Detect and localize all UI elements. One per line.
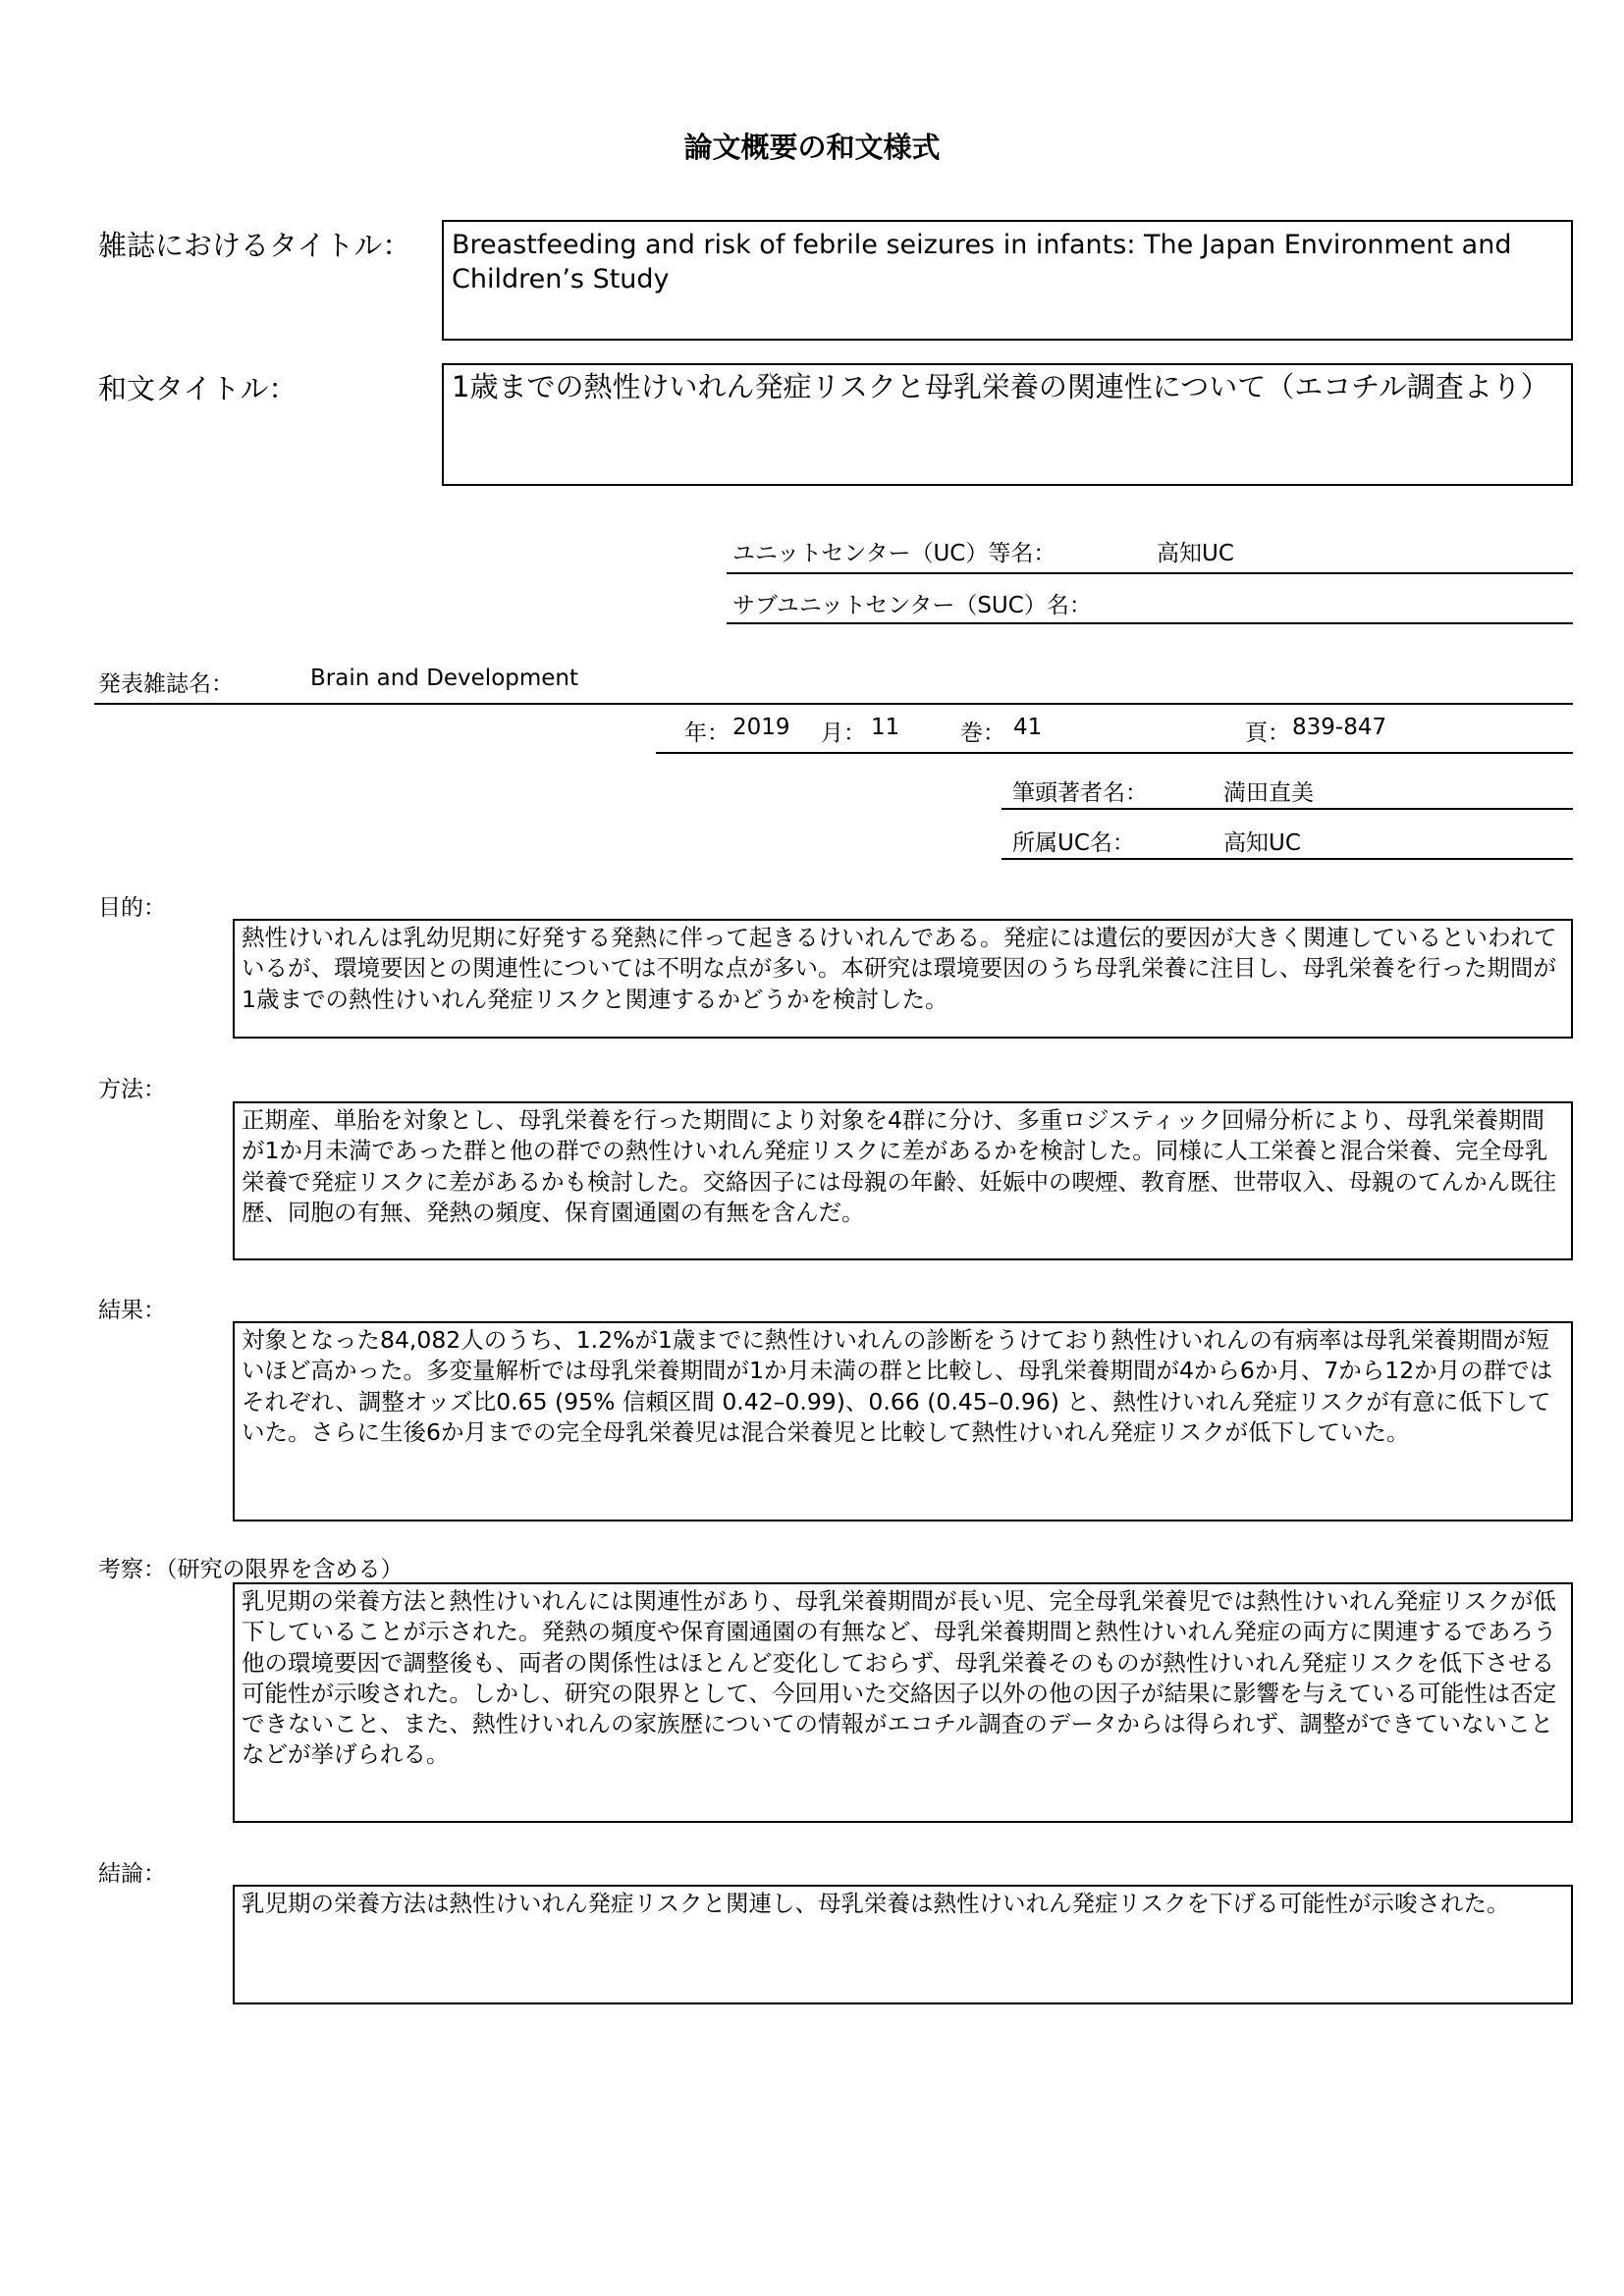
methods-box: 正期産、単胎を対象とし、母乳栄養を行った期間により対象を4群に分け、多重ロジスティック回帰分析により、母乳栄養期間が1か月未満であった群と他の群での熱性けいれん発症リスクに差があるかを検討した。同様に人工栄養と混合栄養、完全母乳栄養で発症リスクに差があるかも検討した。交絡因子には母親の年齢、妊娠中の喫煙、教育歴、世帯収入、母親のてんかん既往歴、同胞の有無、発熱の頻度、保育園通園の有無を含んだ。 xyxy=(233,1101,1573,1260)
year-value: 2019 xyxy=(732,715,790,740)
year-label: 年： xyxy=(684,721,730,746)
journal-divider xyxy=(94,703,1573,705)
discussion-box: 乳児期の栄養方法と熱性けいれんには関連性があり、母乳栄養期間が長い児、完全母乳栄養児では熱性けいれん発症リスクが低下していることが示された。発熱の頻度や保育園通園の有無など、母乳栄養期間と熱性けいれん発症の両方に関連するであろう他の環境要因で調整後も、両者の関係性はほとんど変化しておらず、母乳栄養そのものが熱性けいれん発症リスクを低下させる可能性が示唆された。しかし、研究の限界として、今回用いた交絡因子以外の他の因子が結果に影響を与えている可能性は否定できないこと、また、熱性けいれんの家族歴についての情報がエコチル調査のデータからは得られず、調整ができていないことなどが挙げられる。 xyxy=(233,1582,1573,1823)
purpose-label: 目的： xyxy=(98,895,166,921)
conclusion-label: 結論： xyxy=(98,1861,166,1887)
results-label: 結果： xyxy=(98,1298,166,1323)
pages-value: 839-847 xyxy=(1292,715,1387,740)
journal-name-label: 発表雑誌名： xyxy=(98,671,234,697)
methods-label: 方法： xyxy=(98,1077,166,1102)
uc-value: 高知UC xyxy=(1157,541,1234,566)
conclusion-box: 乳児期の栄養方法は熱性けいれん発症リスクと関連し、母乳栄養は熱性けいれん発症リスクを下げる可能性が示唆された。 xyxy=(233,1885,1573,2004)
volume-label: 巻： xyxy=(960,721,1005,746)
volume-value: 41 xyxy=(1013,715,1043,740)
affiliation-divider xyxy=(1001,858,1573,860)
suc-divider xyxy=(727,622,1573,624)
journal-name-value: Brain and Development xyxy=(310,666,579,691)
uc-divider xyxy=(727,572,1573,574)
japanese-title-label: 和文タイトル： xyxy=(98,372,298,405)
page-title: 論文概要の和文様式 xyxy=(683,131,941,164)
journal-title-box: Breastfeeding and risk of febrile seizures in infants: The Japan Environment and Children’s Study xyxy=(442,220,1573,341)
author-divider xyxy=(1001,808,1573,810)
pages-label: 頁： xyxy=(1245,721,1290,746)
affiliation-label: 所属UC名： xyxy=(1012,830,1135,856)
journal-title-label: 雑誌におけるタイトル： xyxy=(98,229,411,262)
japanese-title-box: 1歳までの熱性けいれん発症リスクと母乳栄養の関連性について（エコチル調査より） xyxy=(442,363,1573,486)
affiliation-value: 高知UC xyxy=(1223,830,1301,856)
results-box: 対象となった84,082人のうち、1.2%が1歳までに熱性けいれんの診断をうけており熱性けいれんの有病率は母乳栄養期間が短いほど高かった。多変量解析では母乳栄養期間が1か月未満の群と比較し、母乳栄養期間が4から6か月、7から12か月の群ではそれぞれ、調整オッズ比0.65 (95% 信頼区間 0.42–0.99)、0.66 (0.45–0.96) と、熱性けいれん発症リスクが有意に低下していた。さらに生後6か月までの完全母乳栄養児は混合栄養児と比較して熱性けいれん発症リスクが低下していた。 xyxy=(233,1321,1573,1522)
suc-label: サブユニットセンター（SUC）名： xyxy=(732,593,1092,618)
purpose-box: 熱性けいれんは乳幼児期に好発する発熱に伴って起きるけいれんである。発症には遺伝的要因が大きく関連しているといわれているが、環境要因との関連性については不明な点が多い。本研究は環境要因のうち母乳栄養に注目し、母乳栄養を行った期間が1歳までの熱性けいれん発症リスクと関連するかどうかを検討した。 xyxy=(233,919,1573,1039)
month-label: 月： xyxy=(821,721,866,746)
issue-divider xyxy=(656,752,1573,754)
first-author-label: 筆頭著者名： xyxy=(1012,780,1148,806)
first-author-value: 満田直美 xyxy=(1223,780,1314,806)
uc-label: ユニットセンター（UC）等名： xyxy=(732,541,1056,566)
discussion-label: 考察：（研究の限界を含める） xyxy=(98,1557,404,1582)
month-value: 11 xyxy=(871,715,900,740)
